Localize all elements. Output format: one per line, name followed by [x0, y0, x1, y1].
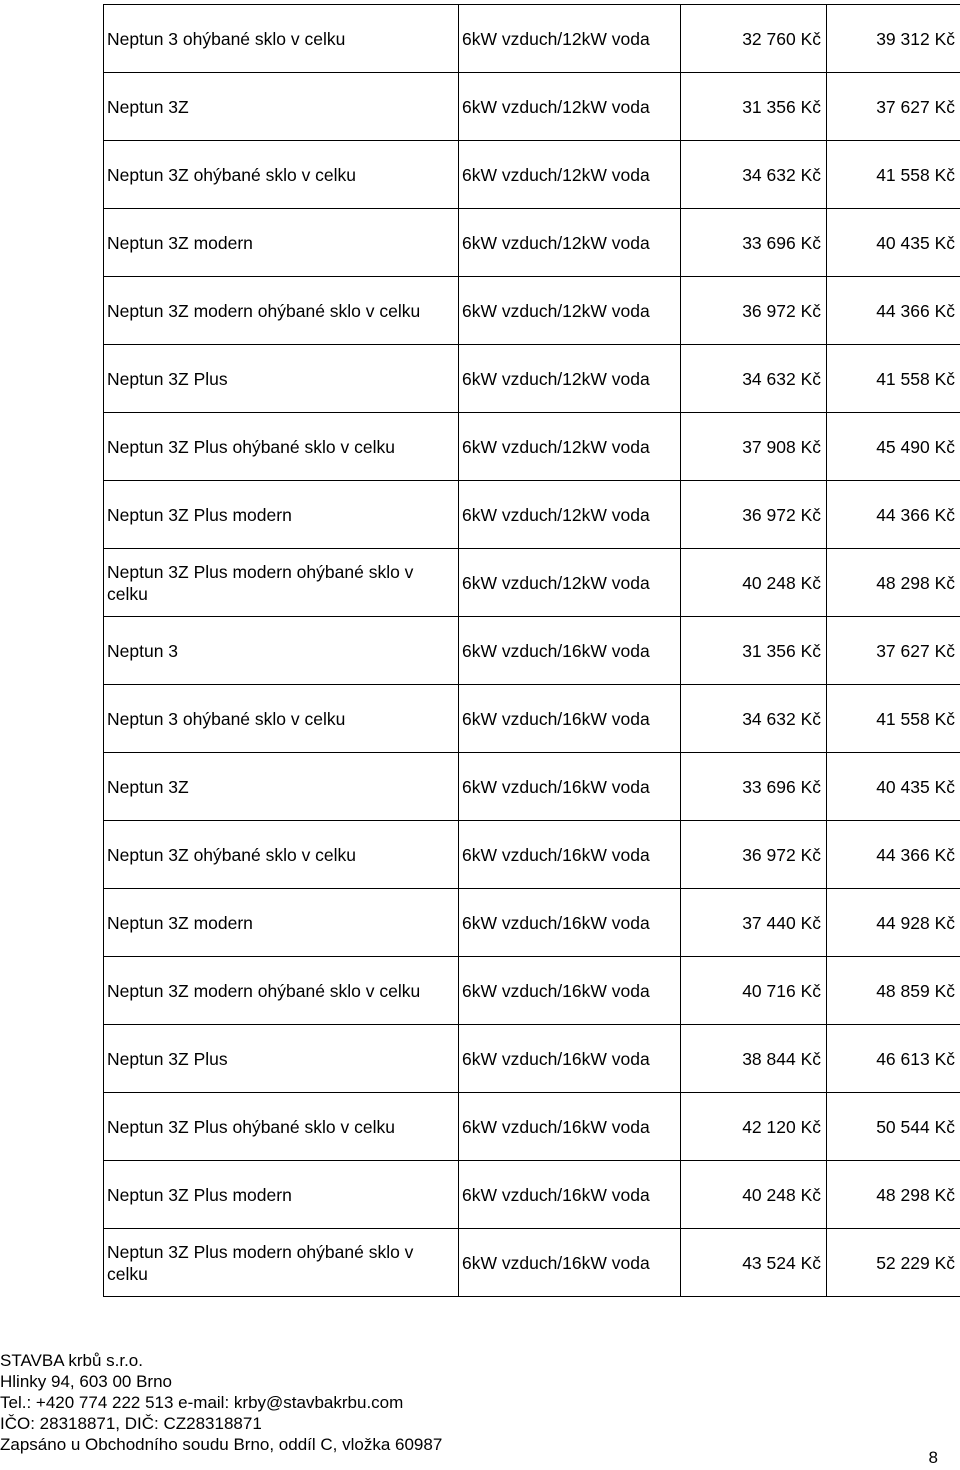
company-address: Hlinky 94, 603 00 Brno — [0, 1372, 172, 1391]
price-cell: 40 716 Kč — [681, 957, 827, 1025]
power-cell: 6kW vzduch/16kW voda — [459, 889, 681, 957]
table-row — [104, 277, 960, 345]
product-name-cell: Neptun 3Z modern — [104, 209, 459, 277]
price-vat-cell: 52 229 Kč — [827, 1229, 960, 1297]
product-name-cell: Neptun 3Z Plus modern ohýbané sklo v celku — [104, 549, 459, 617]
table-row — [104, 73, 960, 141]
company-registry: Zapsáno u Obchodního soudu Brno, oddíl C, vložka 60987 — [0, 1435, 443, 1454]
price-vat-cell: 48 298 Kč — [827, 549, 960, 617]
price-vat-cell: 46 613 Kč — [827, 1025, 960, 1093]
company-contact: Tel.: +420 774 222 513 e-mail: krby@stavbakrbu.com — [0, 1393, 404, 1412]
price-cell: 40 248 Kč — [681, 549, 827, 617]
table-row — [104, 5, 960, 73]
product-name-cell: Neptun 3Z Plus ohýbané sklo v celku — [104, 413, 459, 481]
price-cell: 43 524 Kč — [681, 1229, 827, 1297]
table-row — [104, 413, 960, 481]
price-cell: 34 632 Kč — [681, 141, 827, 209]
company-ids: IČO: 28318871, DIČ: CZ28318871 — [0, 1414, 262, 1433]
power-cell: 6kW vzduch/12kW voda — [459, 277, 681, 345]
price-vat-cell: 40 435 Kč — [827, 209, 960, 277]
table-row — [104, 1025, 960, 1093]
power-cell: 6kW vzduch/12kW voda — [459, 345, 681, 413]
table-row — [104, 957, 960, 1025]
product-name-cell: Neptun 3Z — [104, 73, 459, 141]
table-row — [104, 345, 960, 413]
price-table — [103, 4, 960, 1297]
price-vat-cell: 41 558 Kč — [827, 685, 960, 753]
page-number: 8 — [928, 1448, 938, 1467]
product-name-cell: Neptun 3Z ohýbané sklo v celku — [104, 141, 459, 209]
price-vat-cell: 44 366 Kč — [827, 277, 960, 345]
table-row — [104, 753, 960, 821]
product-name-cell: Neptun 3 — [104, 617, 459, 685]
power-cell: 6kW vzduch/12kW voda — [459, 141, 681, 209]
table-row — [104, 1161, 960, 1229]
price-vat-cell: 45 490 Kč — [827, 413, 960, 481]
price-cell: 33 696 Kč — [681, 753, 827, 821]
power-cell: 6kW vzduch/16kW voda — [459, 821, 681, 889]
price-cell: 31 356 Kč — [681, 73, 827, 141]
table-row — [104, 617, 960, 685]
price-vat-cell: 44 366 Kč — [827, 821, 960, 889]
power-cell: 6kW vzduch/12kW voda — [459, 413, 681, 481]
power-cell: 6kW vzduch/16kW voda — [459, 1025, 681, 1093]
price-vat-cell: 44 928 Kč — [827, 889, 960, 957]
company-name: STAVBA krbů s.r.o. — [0, 1351, 143, 1370]
price-vat-cell: 50 544 Kč — [827, 1093, 960, 1161]
price-cell: 36 972 Kč — [681, 821, 827, 889]
table-row — [104, 209, 960, 277]
price-cell: 36 972 Kč — [681, 277, 827, 345]
price-vat-cell: 48 859 Kč — [827, 957, 960, 1025]
power-cell: 6kW vzduch/12kW voda — [459, 209, 681, 277]
table-row — [104, 1093, 960, 1161]
product-name-cell: Neptun 3Z ohýbané sklo v celku — [104, 821, 459, 889]
product-name-cell: Neptun 3Z modern ohýbané sklo v celku — [104, 277, 459, 345]
price-cell: 33 696 Kč — [681, 209, 827, 277]
price-cell: 34 632 Kč — [681, 345, 827, 413]
price-vat-cell: 37 627 Kč — [827, 617, 960, 685]
price-vat-cell: 41 558 Kč — [827, 141, 960, 209]
table-row — [104, 481, 960, 549]
power-cell: 6kW vzduch/16kW voda — [459, 753, 681, 821]
price-cell: 31 356 Kč — [681, 617, 827, 685]
product-name-cell: Neptun 3 ohýbané sklo v celku — [104, 5, 459, 73]
price-vat-cell: 41 558 Kč — [827, 345, 960, 413]
power-cell: 6kW vzduch/16kW voda — [459, 1161, 681, 1229]
price-vat-cell: 48 298 Kč — [827, 1161, 960, 1229]
product-name-cell: Neptun 3Z — [104, 753, 459, 821]
price-cell: 34 632 Kč — [681, 685, 827, 753]
table-row — [104, 141, 960, 209]
product-name-cell: Neptun 3Z modern ohýbané sklo v celku — [104, 957, 459, 1025]
power-cell: 6kW vzduch/16kW voda — [459, 957, 681, 1025]
price-vat-cell: 37 627 Kč — [827, 73, 960, 141]
price-cell: 36 972 Kč — [681, 481, 827, 549]
product-name-cell: Neptun 3Z Plus modern ohýbané sklo v celku — [104, 1229, 459, 1297]
table-row — [104, 889, 960, 957]
price-cell: 42 120 Kč — [681, 1093, 827, 1161]
table-row — [104, 1229, 960, 1297]
product-name-cell: Neptun 3Z Plus modern — [104, 1161, 459, 1229]
product-name-cell: Neptun 3Z modern — [104, 889, 459, 957]
table-row — [104, 549, 960, 617]
table-row — [104, 821, 960, 889]
price-vat-cell: 39 312 Kč — [827, 5, 960, 73]
footer — [0, 1350, 442, 1455]
price-cell: 37 440 Kč — [681, 889, 827, 957]
power-cell: 6kW vzduch/16kW voda — [459, 617, 681, 685]
price-table-body — [104, 5, 960, 1297]
price-cell: 32 760 Kč — [681, 5, 827, 73]
price-vat-cell: 40 435 Kč — [827, 753, 960, 821]
power-cell: 6kW vzduch/16kW voda — [459, 1229, 681, 1297]
price-vat-cell: 44 366 Kč — [827, 481, 960, 549]
price-cell: 40 248 Kč — [681, 1161, 827, 1229]
power-cell: 6kW vzduch/12kW voda — [459, 73, 681, 141]
table-row — [104, 685, 960, 753]
product-name-cell: Neptun 3Z Plus — [104, 345, 459, 413]
price-cell: 37 908 Kč — [681, 413, 827, 481]
power-cell: 6kW vzduch/12kW voda — [459, 549, 681, 617]
power-cell: 6kW vzduch/16kW voda — [459, 1093, 681, 1161]
power-cell: 6kW vzduch/16kW voda — [459, 685, 681, 753]
product-name-cell: Neptun 3Z Plus ohýbané sklo v celku — [104, 1093, 459, 1161]
product-name-cell: Neptun 3Z Plus — [104, 1025, 459, 1093]
product-name-cell: Neptun 3Z Plus modern — [104, 481, 459, 549]
price-cell: 38 844 Kč — [681, 1025, 827, 1093]
product-name-cell: Neptun 3 ohýbané sklo v celku — [104, 685, 459, 753]
power-cell: 6kW vzduch/12kW voda — [459, 481, 681, 549]
power-cell: 6kW vzduch/12kW voda — [459, 5, 681, 73]
